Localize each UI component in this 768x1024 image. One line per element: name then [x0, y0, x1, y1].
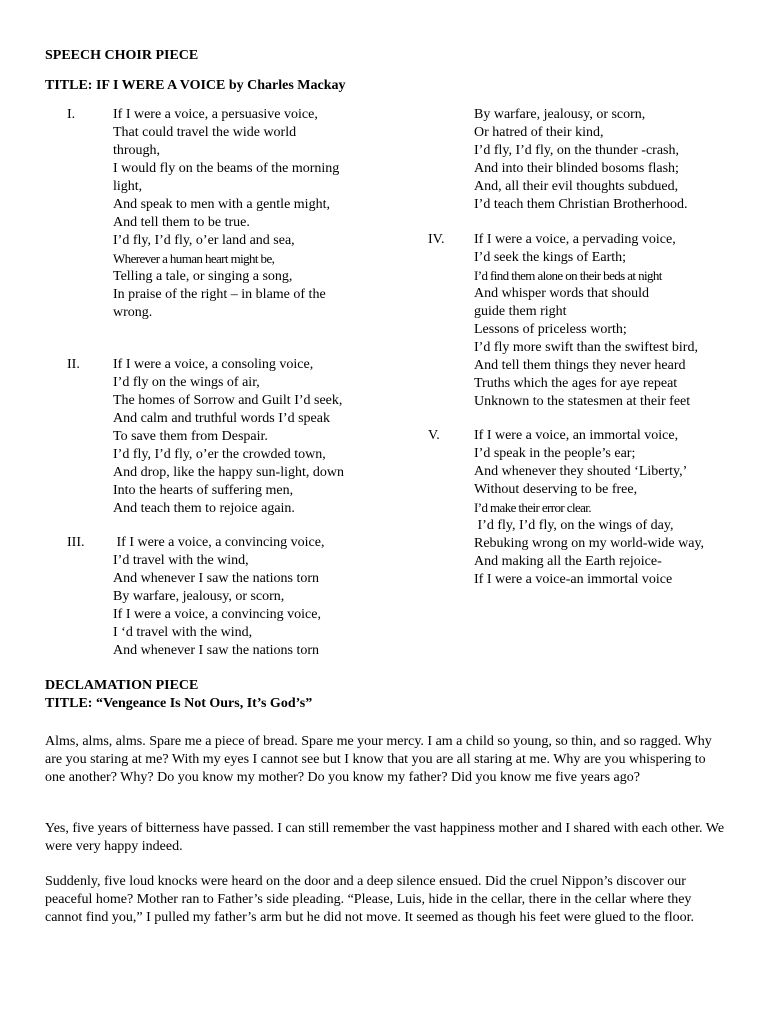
poem-line: Into the hearts of suffering men, [113, 483, 294, 498]
poem-line: Unknown to the statesmen at their feet [474, 394, 691, 409]
poem-line: I’d teach them Christian Brotherhood. [474, 197, 688, 212]
poem-line: And, all their evil thoughts subdued, [474, 179, 679, 194]
poem-line: If I were a voice, an immortal voice, [474, 428, 679, 443]
poem-line: I’d fly on the wings of air, [113, 375, 260, 390]
poem-line: In praise of the right – in blame of the [113, 287, 326, 302]
poem-line: If I were a voice, a convincing voice, [113, 607, 321, 622]
poem-line: I’d find them alone on their beds at night [474, 268, 662, 283]
declamation-title: TITLE: “Vengeance Is Not Ours, It’s God’s” [45, 696, 313, 711]
poem-line: And making all the Earth rejoice- [474, 554, 662, 569]
poem-line: And tell them to be true. [113, 215, 250, 230]
paragraph: Suddenly, five loud knocks were heard on the door and a deep silence ensued. Did the cruel Nippon’s discover our peaceful home? Mother ran to Father’s side pleading. “Please, Luis, hide in the cellar, there in the cellar where they cannot find you,” I pulled my father’s arm but he did not move. It seemed as though his feet were glued to the floor. [45, 874, 695, 925]
poem-line: I’d fly, I’d fly, on the thunder -crash, [474, 143, 680, 158]
speech-choir-label: SPEECH CHOIR PIECE [45, 48, 199, 63]
poem-line: By warfare, jealousy, or scorn, [474, 107, 646, 122]
poem-line: If I were a voice, a consoling voice, [113, 357, 314, 372]
poem-line: I’d fly more swift than the swiftest bird, [474, 340, 698, 355]
poem-line: Telling a tale, or singing a song, [113, 269, 293, 284]
poem-line: And whenever they shouted ‘Liberty,’ [474, 464, 688, 479]
poem-line: If I were a voice, a convincing voice, [113, 535, 325, 550]
poem-line: I’d make their error clear. [474, 500, 591, 515]
poem-line: I’d fly, I’d fly, on the wings of day, [474, 518, 674, 533]
poem-line: I’d fly, I’d fly, o’er the crowded town, [113, 447, 326, 462]
poem-line: wrong. [113, 305, 153, 320]
poem-line: And tell them things they never heard [474, 358, 686, 373]
poem-line: And calm and truthful words I’d speak [113, 411, 330, 426]
poem-line: And drop, like the happy sun-light, down [113, 465, 344, 480]
paragraph: Alms, alms, alms. Spare me a piece of bread. Spare me your mercy. I am a child so young, so thin, and so ragged. Why are you staring at me? With my eyes I cannot see but I know that you are all staring at me. Why are you whispering to one another? Why? Do you know my mother? Do you know my father? Did you know me five years ago? [45, 734, 712, 785]
poem-line: Lessons of priceless worth; [474, 322, 627, 337]
stanza-numeral: V. [428, 428, 440, 443]
poem-line: Truths which the ages for aye repeat [474, 376, 678, 391]
stanza-numeral: III. [67, 535, 85, 550]
poem-line: And whisper words that should [474, 286, 649, 301]
poem-line: I ‘d travel with the wind, [113, 625, 253, 640]
poem-line: And whenever I saw the nations torn [113, 643, 320, 658]
poem-line: guide them right [474, 304, 567, 319]
poem-line: To save them from Despair. [113, 429, 268, 444]
poem-line: Rebuking wrong on my world-wide way, [474, 536, 705, 551]
stanza-numeral: IV. [428, 232, 445, 247]
stanza-numeral: I. [67, 107, 76, 122]
poem-line: Without deserving to be free, [474, 482, 638, 497]
poem-line: And into their blinded bosoms flash; [474, 161, 679, 176]
stanza-numeral: II. [67, 357, 80, 372]
poem-line: Wherever a human heart might be, [113, 251, 275, 266]
poem-line: And teach them to rejoice again. [113, 501, 295, 516]
poem-line: Or hatred of their kind, [474, 125, 604, 140]
poem-line: light, [113, 179, 143, 194]
poem-line: That could travel the wide world [113, 125, 297, 140]
poem-line: And whenever I saw the nations torn [113, 571, 320, 586]
poem-line: I’d seek the kings of Earth; [474, 250, 627, 265]
poem-line: I would fly on the beams of the morning [113, 161, 340, 176]
poem-line: If I were a voice, a persuasive voice, [113, 107, 318, 122]
poem-line: The homes of Sorrow and Guilt I’d seek, [113, 393, 343, 408]
poem-line: And speak to men with a gentle might, [113, 197, 330, 212]
poem-line: through, [113, 143, 161, 158]
paragraph: Yes, five years of bitterness have passed. I can still remember the vast happiness mother and I shared with each other. We were very happy indeed. [45, 821, 725, 854]
poem-title: TITLE: IF I WERE A VOICE by Charles Mackay [45, 78, 346, 93]
poem-line: By warfare, jealousy, or scorn, [113, 589, 285, 604]
poem-line: I’d speak in the people’s ear; [474, 446, 636, 461]
poem-line: I’d travel with the wind, [113, 553, 249, 568]
poem-line: If I were a voice-an immortal voice [474, 572, 673, 587]
declamation-label: DECLAMATION PIECE [45, 678, 199, 693]
poem-line: If I were a voice, a pervading voice, [474, 232, 676, 247]
poem-line: I’d fly, I’d fly, o’er land and sea, [113, 233, 295, 248]
